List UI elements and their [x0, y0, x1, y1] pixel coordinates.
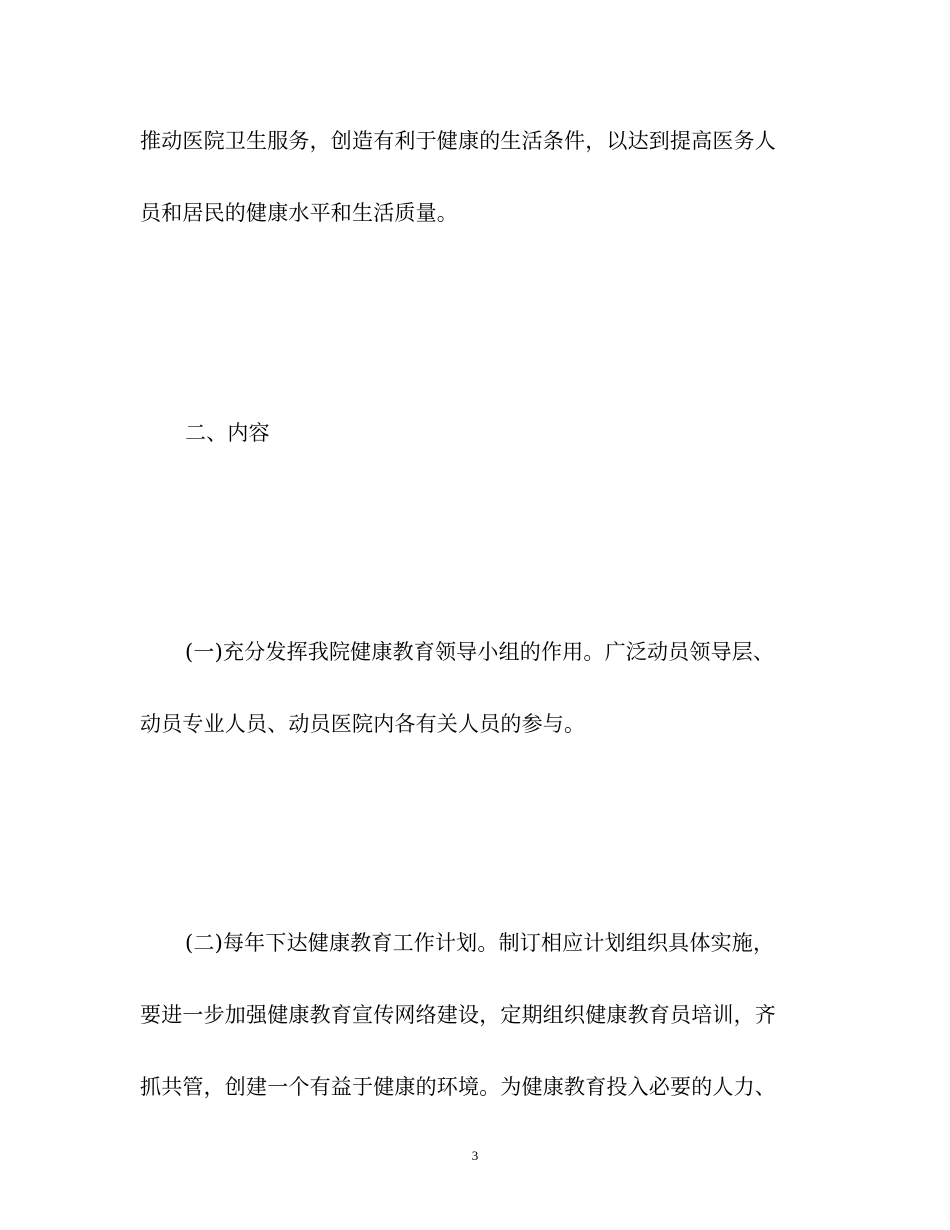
paragraph-line: (二)每年下达健康教育工作计划。制订相应计划组织具体实施， — [185, 931, 775, 955]
section-heading: 二、内容 — [185, 421, 270, 445]
paragraph-line: 要进一步加强健康教育宣传网络建设，定期组织健康教育员培训，齐 — [140, 1003, 776, 1027]
paragraph-line: 抓共管，创建一个有益于健康的环境。为健康教育投入必要的人力、 — [140, 1075, 776, 1099]
paragraph-line: 推动医院卫生服务，创造有利于健康的生活条件，以达到提高医务人 — [140, 129, 776, 153]
page-number: 3 — [471, 1148, 479, 1163]
paragraph-line: 员和居民的健康水平和生活质量。 — [140, 201, 458, 225]
paragraph-line: 动员专业人员、动员医院内各有关人员的参与。 — [140, 712, 586, 736]
paragraph-line: (一)充分发挥我院健康教育领导小组的作用。广泛动员领导层、 — [185, 640, 775, 664]
